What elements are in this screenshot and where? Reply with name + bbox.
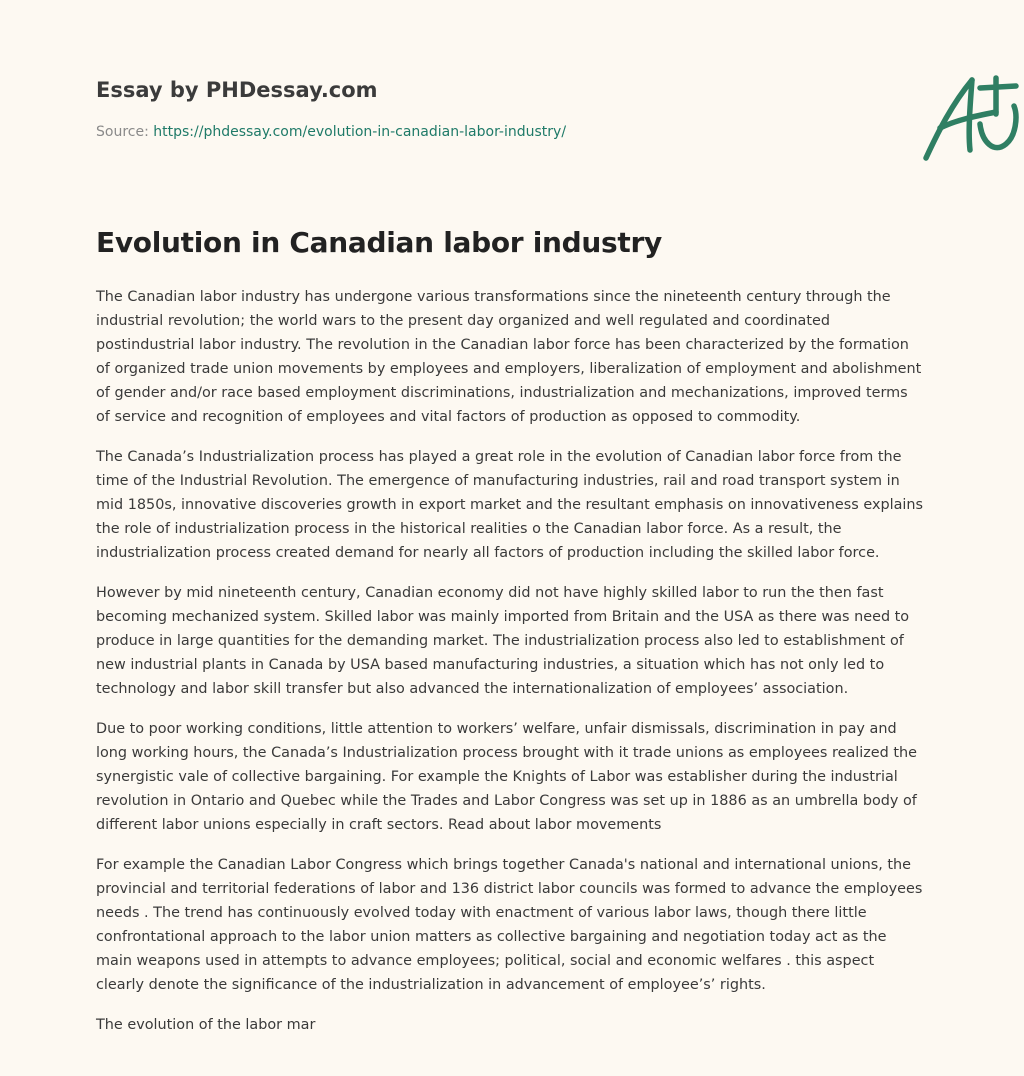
paragraph: The evolution of the labor mar <box>96 1017 316 1033</box>
paragraph: For example the Canadian Labor Congress which brings together Canada's national and international unions, the provincial and territorial federations of labor and 136 district labor councils was formed to advance the employees needs . The trend has continuously evolved today with enactment of various labor laws, though there little confrontational approach to the labor union matters as collective bargaining and negotiation today act as the main weapons used in attempts to advance employees; political, social and economic welfares . this aspect clearly denote the significance of the industrialization in advancement of employee’s’ rights. <box>96 857 923 993</box>
paragraph: The Canada’s Industrialization process has played a great role in the evolution of Canadian labor force from the time of the Industrial Revolution. The emergence of manufacturing industries, rail and road transport system in mid 1850s, innovative discoveries growth in export market and the resultant emphasis on innovativeness explains the role of industrialization process in the historical realities o the Canadian labor force. As a result, the industrialization process created demand for nearly all factors of production including the skilled labor force. <box>96 449 924 561</box>
paragraph: Due to poor working conditions, little attention to workers’ welfare, unfair dismissals, discrimination in pay and long working hours, the Canada’s Industrialization process brought with it trade unions as employees realized the synergistic vale of collective bargaining. For example the Knights of Labor was establisher during the industrial revolution in Ontario and Quebec while the Trades and Labor Congress was set up in 1886 as an umbrella body of different labor unions especially in craft sectors. Read about labor movements <box>96 721 917 833</box>
a-plus-logo-icon <box>920 66 1024 166</box>
site-brand: Essay by PHDessay.com <box>96 78 378 102</box>
source-label: Source: <box>96 124 154 140</box>
essay-body <box>96 285 926 1053</box>
paragraph: However by mid nineteenth century, Canadian economy did not have highly skilled labor to run the then fast becoming mechanized system. Skilled labor was mainly imported from Britain and the USA as there was need to produce in large quantities for the demanding market. The industrialization process also led to establishment of new industrial plants in Canada by USA based manufacturing industries, a situation which has not only led to technology and labor skill transfer but also advanced the internationalization of employees’ association. <box>96 585 910 697</box>
source-line <box>96 124 566 140</box>
source-link[interactable]: https://phdessay.com/evolution-in-canadian-labor-industry/ <box>153 124 567 140</box>
paragraph: The Canadian labor industry has undergone various transformations since the nineteenth century through the industrial revolution; the world wars to the present day organized and well regulated and coordinated postindustrial labor industry. The revolution in the Canadian labor force has been characterized by the formation of organized trade union movements by employees and employers, liberalization of employment and abolishment of gender and/or race based employment discriminations, industrialization and mechanizations, improved terms of service and recognition of employees and vital factors of production as opposed to commodity. <box>96 289 922 425</box>
essay-title: Evolution in Canadian labor industry <box>96 226 662 259</box>
